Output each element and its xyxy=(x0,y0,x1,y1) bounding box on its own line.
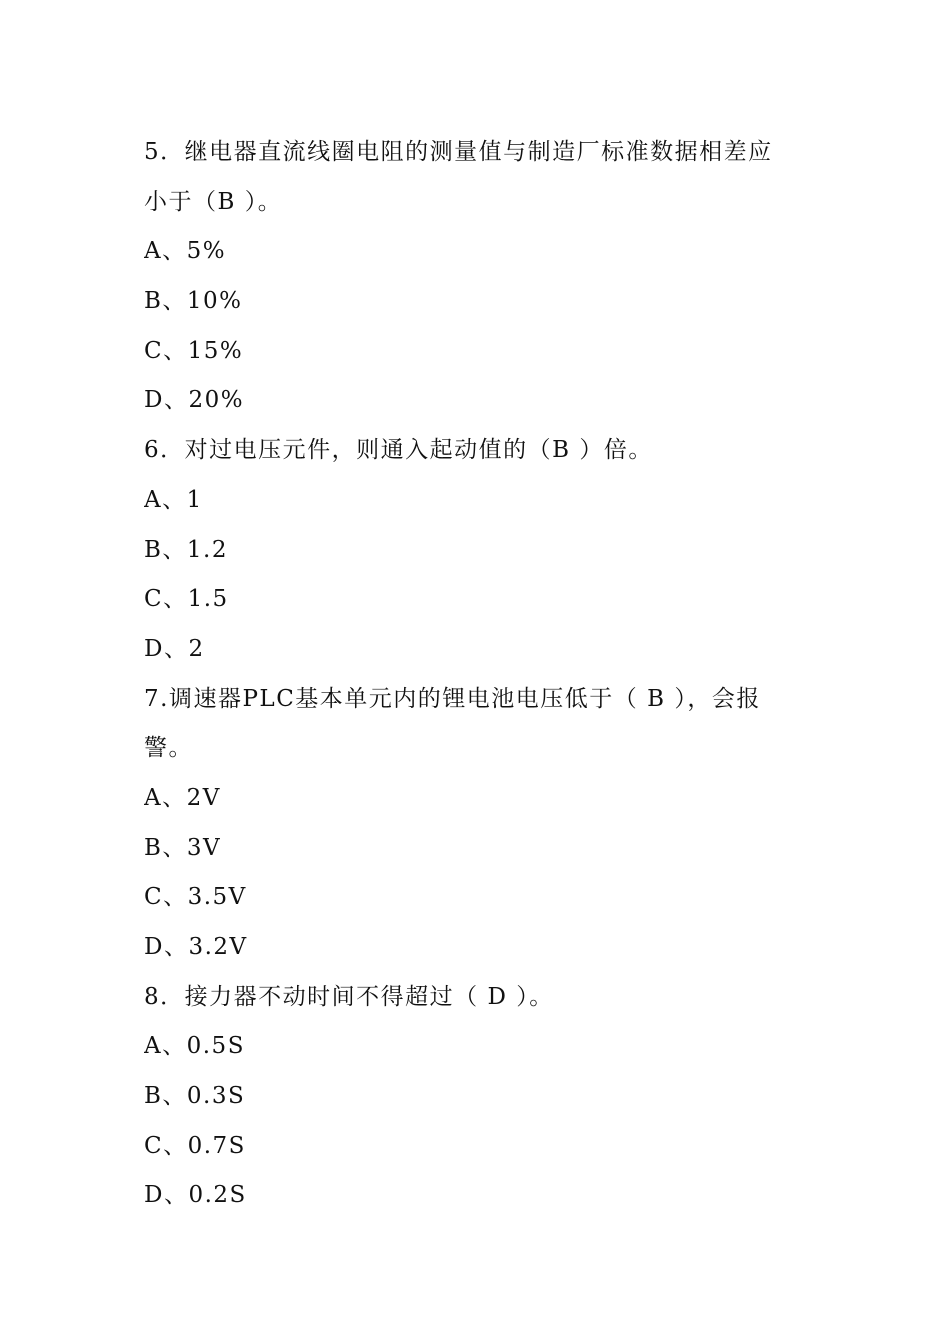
option-c: C、15% xyxy=(144,337,244,364)
option-b: B、10% xyxy=(144,288,243,315)
option-a: A、0.5S xyxy=(144,1033,245,1060)
option-c: C、1.5 xyxy=(144,586,229,613)
option-d: D、0.2S xyxy=(144,1182,247,1209)
option-a: A、5% xyxy=(144,238,227,265)
option-b: B、0.3S xyxy=(144,1083,246,1110)
option-d: D、2 xyxy=(144,635,205,662)
question-6 xyxy=(144,426,814,674)
question-8 xyxy=(144,973,814,1221)
option-b: B、1.2 xyxy=(144,536,228,563)
option-c: C、3.5V xyxy=(144,884,247,911)
question-text-line: 小于（B ）。 xyxy=(144,188,283,215)
option-d: D、20% xyxy=(144,387,245,414)
option-a: A、2V xyxy=(144,784,221,811)
question-text-line: 7.调速器PLC基本单元内的锂电池电压低于（ B ），会报 xyxy=(144,685,761,712)
question-text-line: 6．对过电压元件，则通入起动值的（B ）倍。 xyxy=(144,437,653,464)
question-text-line: 5．继电器直流线圈电阻的测量值与制造厂标准数据相差应 xyxy=(144,139,773,165)
question-7 xyxy=(144,675,814,973)
question-list xyxy=(144,128,814,1221)
question-5 xyxy=(144,128,814,426)
option-b: B、3V xyxy=(144,834,222,861)
option-c: C、0.7S xyxy=(144,1132,246,1159)
option-d: D、3.2V xyxy=(144,934,248,960)
question-text-line: 警。 xyxy=(144,735,193,762)
question-text-line: 8．接力器不动时间不得超过（ D ）。 xyxy=(144,983,554,1010)
option-a: A、1 xyxy=(144,486,203,513)
